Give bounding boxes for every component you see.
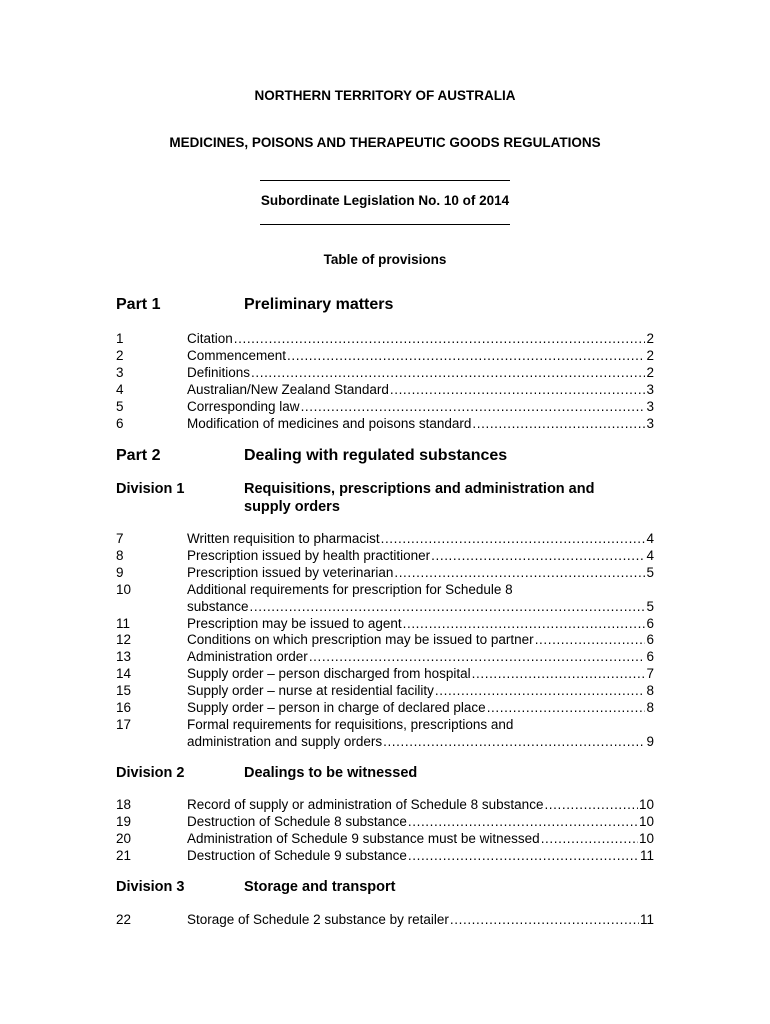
section-number: 6 [116,415,124,431]
section-title: Commencement [187,347,287,363]
section-number: 16 [116,700,132,716]
section-number: 13 [116,649,132,665]
toc-entry [116,348,654,365]
bottom-rule [260,224,510,225]
top-rule [260,180,510,181]
toc-entry [116,848,654,865]
section-number: 4 [116,381,124,397]
jurisdiction-heading: NORTHERN TERRITORY OF AUSTRALIA [254,88,516,103]
section-number: 20 [116,830,132,846]
part-1-label: Part 1 [116,296,161,313]
section-number: 7 [116,531,124,546]
dot-leader [403,616,646,633]
toc-entry [116,717,654,751]
page-number: 11 [639,847,654,863]
section-title: Administration of Schedule 9 substance must be witnessed [187,830,540,846]
section-title: Citation [187,331,233,346]
division-1-entries [116,531,654,751]
division-3-label: Division 3 [116,879,185,895]
section-number: 22 [116,912,132,927]
dot-leader [472,666,646,683]
part-2-label: Part 2 [116,447,161,464]
dot-leader [394,565,645,582]
dot-leader [544,797,638,814]
toc-entry [116,649,654,666]
section-line [187,666,654,683]
page-number: 9 [646,733,654,749]
section-line [187,797,654,814]
section-line [187,632,654,649]
part-2-title: Dealing with regulated substances [244,447,508,464]
toc-entry [116,399,654,416]
section-number: 19 [116,813,132,829]
toc-entry [116,797,654,814]
toc-entry [116,814,654,831]
page-number: 2 [646,347,654,363]
section-line [187,848,654,865]
toc-entry [116,666,654,683]
page-number: 6 [646,615,654,631]
dot-leader [383,734,645,751]
toc-entry [116,416,654,433]
section-title: Destruction of Schedule 9 substance [187,847,407,863]
division-3-heading [116,879,396,897]
page-number: 7 [646,666,654,682]
section-line [187,831,654,848]
dot-leader [435,683,646,700]
page-number: 11 [639,912,654,927]
dot-leader [309,649,646,666]
dot-leader [431,548,645,565]
section-number: 11 [116,615,131,631]
toc-entry [116,700,654,717]
dot-leader [251,365,645,382]
section-title: Supply order – person in charge of declared place [187,700,486,716]
part-1-entries [116,331,654,432]
page-number: 6 [646,649,654,665]
dot-leader [487,700,646,717]
section-title: Modification of medicines and poisons standard [187,415,472,431]
toc-entry [116,565,654,582]
dot-leader [408,814,638,831]
section-number: 18 [116,797,132,812]
legislation-number: Subordinate Legislation No. 10 of 2014 [260,193,510,208]
page-number: 8 [646,683,654,699]
section-number: 9 [116,564,124,580]
page-number: 8 [646,700,654,716]
division-2-label: Division 2 [116,765,185,781]
dot-leader [381,531,646,548]
section-line [187,548,654,565]
section-line [187,565,654,582]
toc-entry [116,912,654,929]
section-line [187,814,654,831]
section-title: Prescription issued by veterinarian [187,564,394,580]
dot-leader [472,416,645,433]
section-line [187,416,654,433]
page-number: 10 [638,830,654,846]
toc-entry [116,683,654,700]
section-number: 3 [116,364,124,380]
page-number: 2 [646,364,654,380]
page-number: 6 [646,632,654,648]
division-3-entries [116,912,654,929]
dot-leader [535,632,646,649]
division-1-title: Requisitions, prescriptions and administration and supply orders [244,481,595,515]
section-title: Record of supply or administration of Schedule 8 substance [187,797,544,812]
page-number: 5 [646,598,654,614]
division-2-heading [116,765,418,783]
page-number: 10 [638,797,654,812]
division-2-title: Dealings to be witnessed [244,765,418,781]
section-number: 8 [116,547,124,563]
section-title-line: Additional requirements for prescription for Schedule 8 [187,581,513,597]
toc-title: Table of provisions [323,252,447,267]
section-line [187,531,654,548]
part-1-heading [116,296,394,314]
page-number: 3 [646,415,654,431]
toc-entry [116,365,654,382]
part-2-heading [116,447,508,465]
section-title: Prescription may be issued to agent [187,615,402,631]
section-line [187,683,654,700]
part-1-title: Preliminary matters [244,296,394,313]
page-number: 4 [646,531,654,546]
dot-leader [250,599,646,616]
section-title: administration and supply orders [187,733,383,749]
section-number: 14 [116,666,132,682]
toc-entry [116,548,654,565]
section-title: Definitions [187,364,251,380]
section-number: 1 [116,331,124,346]
section-number: 15 [116,683,132,699]
section-line [187,348,654,365]
section-title: Conditions on which prescription may be issued to partner [187,632,534,648]
division-3-title: Storage and transport [244,879,396,895]
section-line [187,365,654,382]
dot-leader [450,912,639,929]
toc-entry [116,616,654,633]
toc-entry [116,831,654,848]
section-title: Prescription issued by health practitioner [187,547,431,563]
section-number: 17 [116,716,132,732]
dot-leader [234,331,646,348]
division-1-label: Division 1 [116,481,185,497]
section-line [187,331,654,348]
section-title: Corresponding law [187,398,300,414]
section-title: Storage of Schedule 2 substance by retailer [187,912,449,927]
section-title: Destruction of Schedule 8 substance [187,813,407,829]
dot-leader [390,382,646,399]
division-2-entries [116,797,654,865]
section-line [187,912,654,929]
section-line [187,649,654,666]
section-number: 5 [116,398,124,414]
section-line [187,734,654,751]
section-title: Administration order [187,649,308,665]
toc-entry [116,331,654,348]
section-title: Written requisition to pharmacist [187,531,380,546]
section-number: 10 [116,581,132,597]
section-title: Supply order – person discharged from hospital [187,666,471,682]
toc-entry [116,531,654,548]
page-number: 4 [646,547,654,563]
section-number: 2 [116,347,124,363]
section-title: Supply order – nurse at residential facility [187,683,434,699]
page-number: 10 [638,813,654,829]
section-title-line: Formal requirements for requisitions, prescriptions and [187,716,514,732]
section-line [187,399,654,416]
dot-leader [541,831,638,848]
section-line [187,700,654,717]
section-number: 21 [116,847,132,863]
section-line [187,382,654,399]
section-title: Australian/New Zealand Standard [187,381,389,397]
page-number: 3 [646,381,654,397]
dot-leader [301,399,646,416]
page-number: 3 [646,398,654,414]
section-line [187,599,654,616]
dot-leader [408,848,639,865]
division-1-heading [116,481,595,515]
section-title: substance [187,598,249,614]
section-number: 12 [116,632,132,648]
page-number: 5 [646,564,654,580]
toc-entry [116,382,654,399]
section-line [187,616,654,633]
toc-entry [116,632,654,649]
dot-leader [287,348,645,365]
regulations-title: MEDICINES, POISONS AND THERAPEUTIC GOODS REGULATIONS [169,135,601,150]
toc-entry [116,582,654,616]
page-number: 2 [646,331,654,346]
